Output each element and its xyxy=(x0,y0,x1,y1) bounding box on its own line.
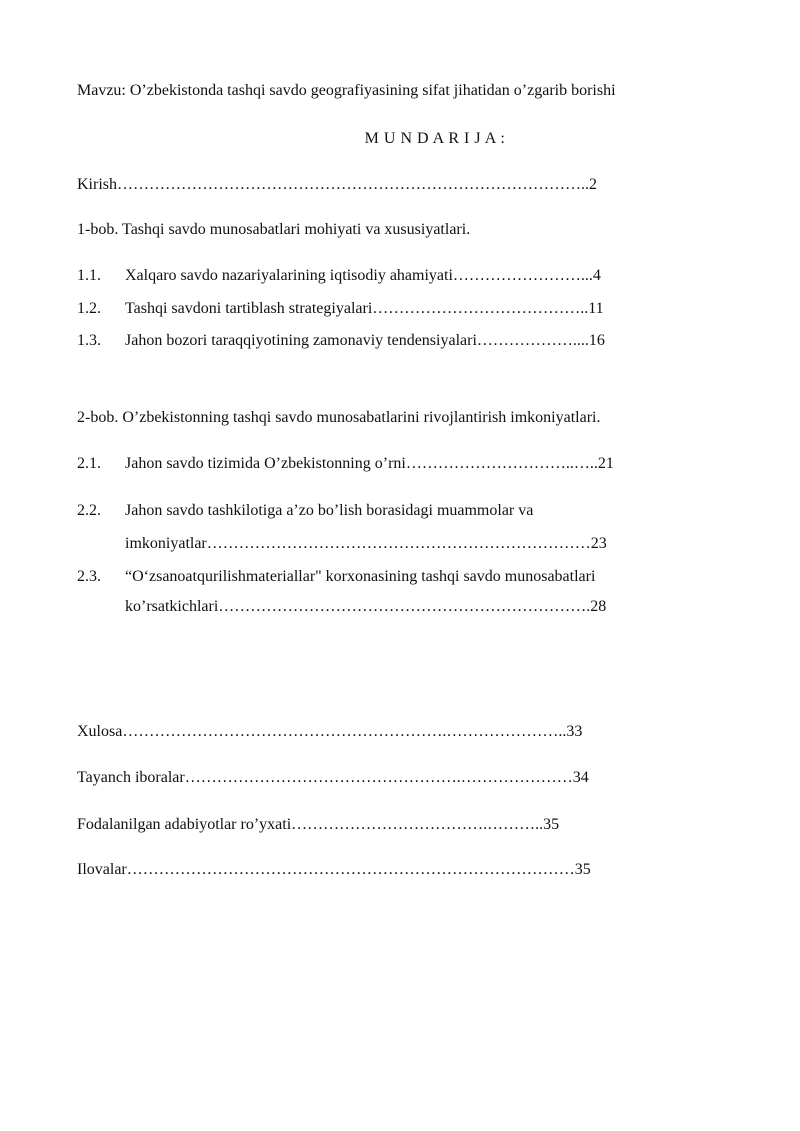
toc-entry-2-2-line1: Jahon savdo tashkilotiga a’zo bo’lish borasidagi muammolar va xyxy=(125,502,534,519)
toc-entry-1-2: Tashqi savdoni tartiblash strategiyalari…………………………………..11 xyxy=(125,300,604,317)
topic-line: Mavzu: O’zbekistonda tashqi savdo geografiyasining sifat jihatidan o’zgarib borishi xyxy=(77,82,616,99)
toc-entry-1-1: Xalqaro savdo nazariyalarining iqtisodiy ahamiyati……………………...4 xyxy=(125,267,601,284)
toc-entry-references: Fodalanilgan adabiyotlar ro’yxati……………………………….………..35 xyxy=(77,816,560,833)
toc-entry-number: 2.3. xyxy=(77,568,101,585)
toc-entry-number: 1.3. xyxy=(77,332,101,349)
toc-entry-2-3-line2: ko’rsatkichlari…………………………………………………………….28 xyxy=(125,598,607,615)
toc-entry-2-1: Jahon savdo tizimida O’zbekistonning o’rni…………………………..…..21 xyxy=(125,455,614,472)
chapter-2-title: 2-bob. O’zbekistonning tashqi savdo munosabatlarini rivojlantirish imkoniyatlari. xyxy=(77,409,601,426)
toc-entry-number: 2.1. xyxy=(77,455,101,472)
toc-entry-2-2-line2: imkoniyatlar………………………………………………………………23 xyxy=(125,535,607,552)
toc-entry-keywords: Tayanch iboralar…………………………………………….…………………34 xyxy=(77,769,589,786)
contents-title: M U N D A R I J A : xyxy=(364,130,506,147)
toc-entry-number: 1.2. xyxy=(77,300,101,317)
toc-entry-appendices: Ilovalar…………………………………………………………………………35 xyxy=(77,861,591,878)
toc-entry-2-3-line1: “O‘zsanoatqurilishmateriallar" korxonasining tashqi savdo munosabatlari xyxy=(125,568,596,585)
toc-entry-number: 2.2. xyxy=(77,502,101,519)
chapter-1-title: 1-bob. Tashqi savdo munosabatlari mohiyati va xususiyatlari. xyxy=(77,221,471,238)
toc-entry-number: 1.1. xyxy=(77,267,101,284)
toc-entry-conclusion: Xulosa…………………………………………………….…………………..33 xyxy=(77,723,583,740)
toc-entry-1-3: Jahon bozori taraqqiyotining zamonaviy tendensiyalari………………....16 xyxy=(125,332,605,349)
toc-entry-intro: Kirish……………………………………………………………………………..2 xyxy=(77,176,597,193)
